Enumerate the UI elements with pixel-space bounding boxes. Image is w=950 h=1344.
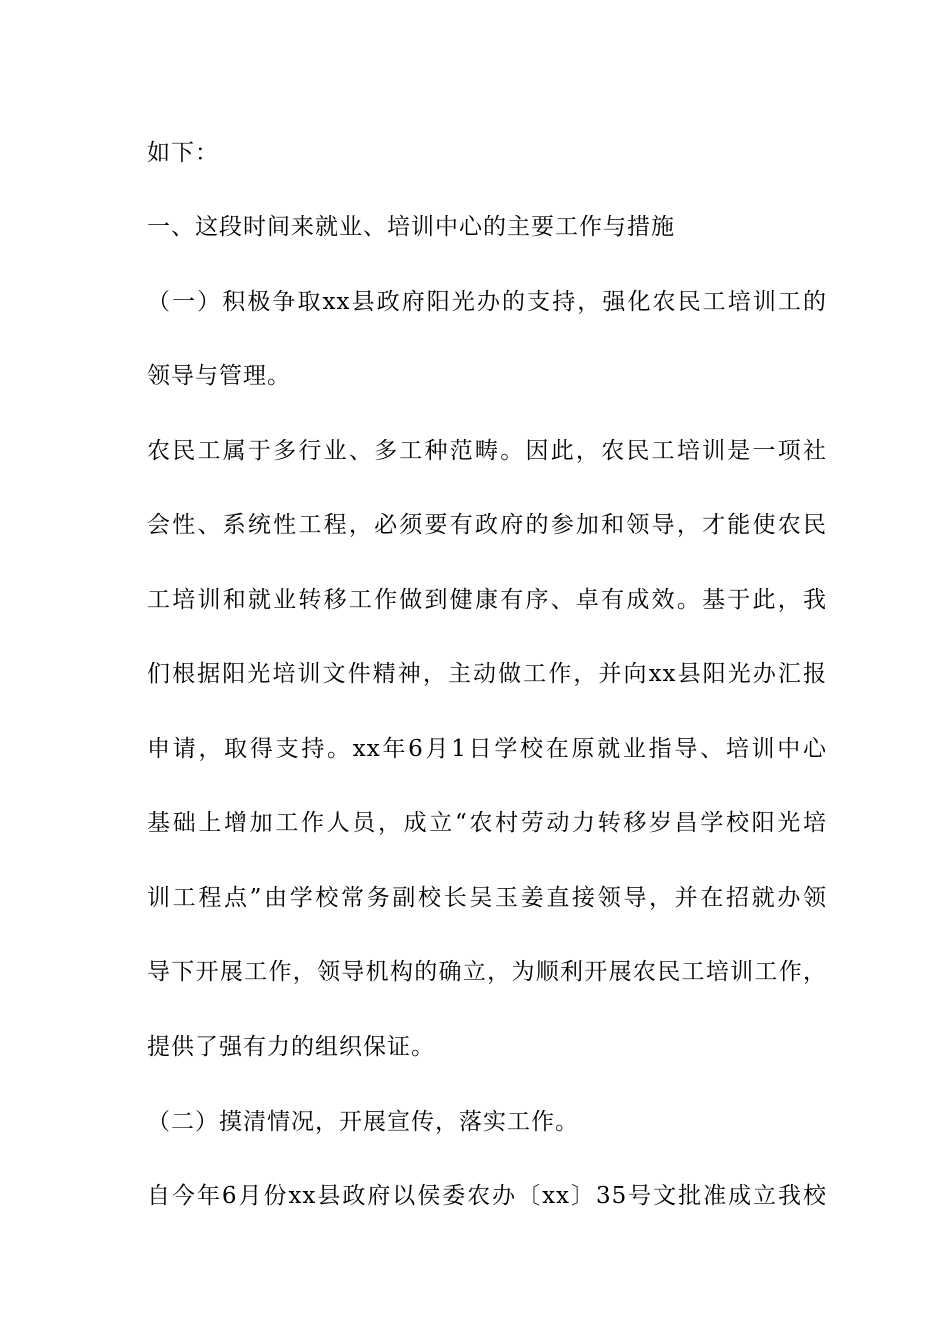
paragraph-line: 们根据阳光培训文件精神，主动做工作，并向xx县阳光办汇报 bbox=[147, 661, 827, 687]
subsection-heading-continued: 领导与管理。 bbox=[147, 363, 291, 389]
text-line: 如下： bbox=[147, 140, 219, 166]
paragraph-line: 会性、系统性工程，必须要有政府的参加和领导，才能使农民 bbox=[147, 512, 827, 538]
paragraph-line: 农民工属于多行业、多工种范畴。因此，农民工培训是一项社 bbox=[147, 438, 827, 464]
subsection-heading: （二）摸清情况，开展宣传，落实工作。 bbox=[147, 1109, 579, 1135]
paragraph-line: 导下开展工作，领导机构的确立，为顺利开展农民工培训工作， bbox=[147, 959, 827, 985]
paragraph-line: 自今年6月份xx县政府以侯委农办〔xx〕35号文批准成立我校 bbox=[147, 1183, 827, 1209]
paragraph-line: 基础上增加工作人员，成立“农村劳动力转移岁昌学校阳光培 bbox=[147, 810, 827, 836]
subsection-heading: （一）积极争取xx县政府阳光办的支持，强化农民工培训工的 bbox=[147, 289, 827, 315]
paragraph-line: 工培训和就业转移工作做到健康有序、卓有成效。基于此，我 bbox=[147, 587, 827, 613]
paragraph-line: 提供了强有力的组织保证。 bbox=[147, 1034, 435, 1060]
section-heading: 一、这段时间来就业、培训中心的主要工作与措施 bbox=[147, 214, 675, 240]
paragraph-line: 申请，取得支持。xx年6月1日学校在原就业指导、培训中心 bbox=[147, 736, 827, 762]
paragraph-line: 训工程点”由学校常务副校长吴玉姜直接领导，并在招就办领 bbox=[147, 885, 827, 911]
